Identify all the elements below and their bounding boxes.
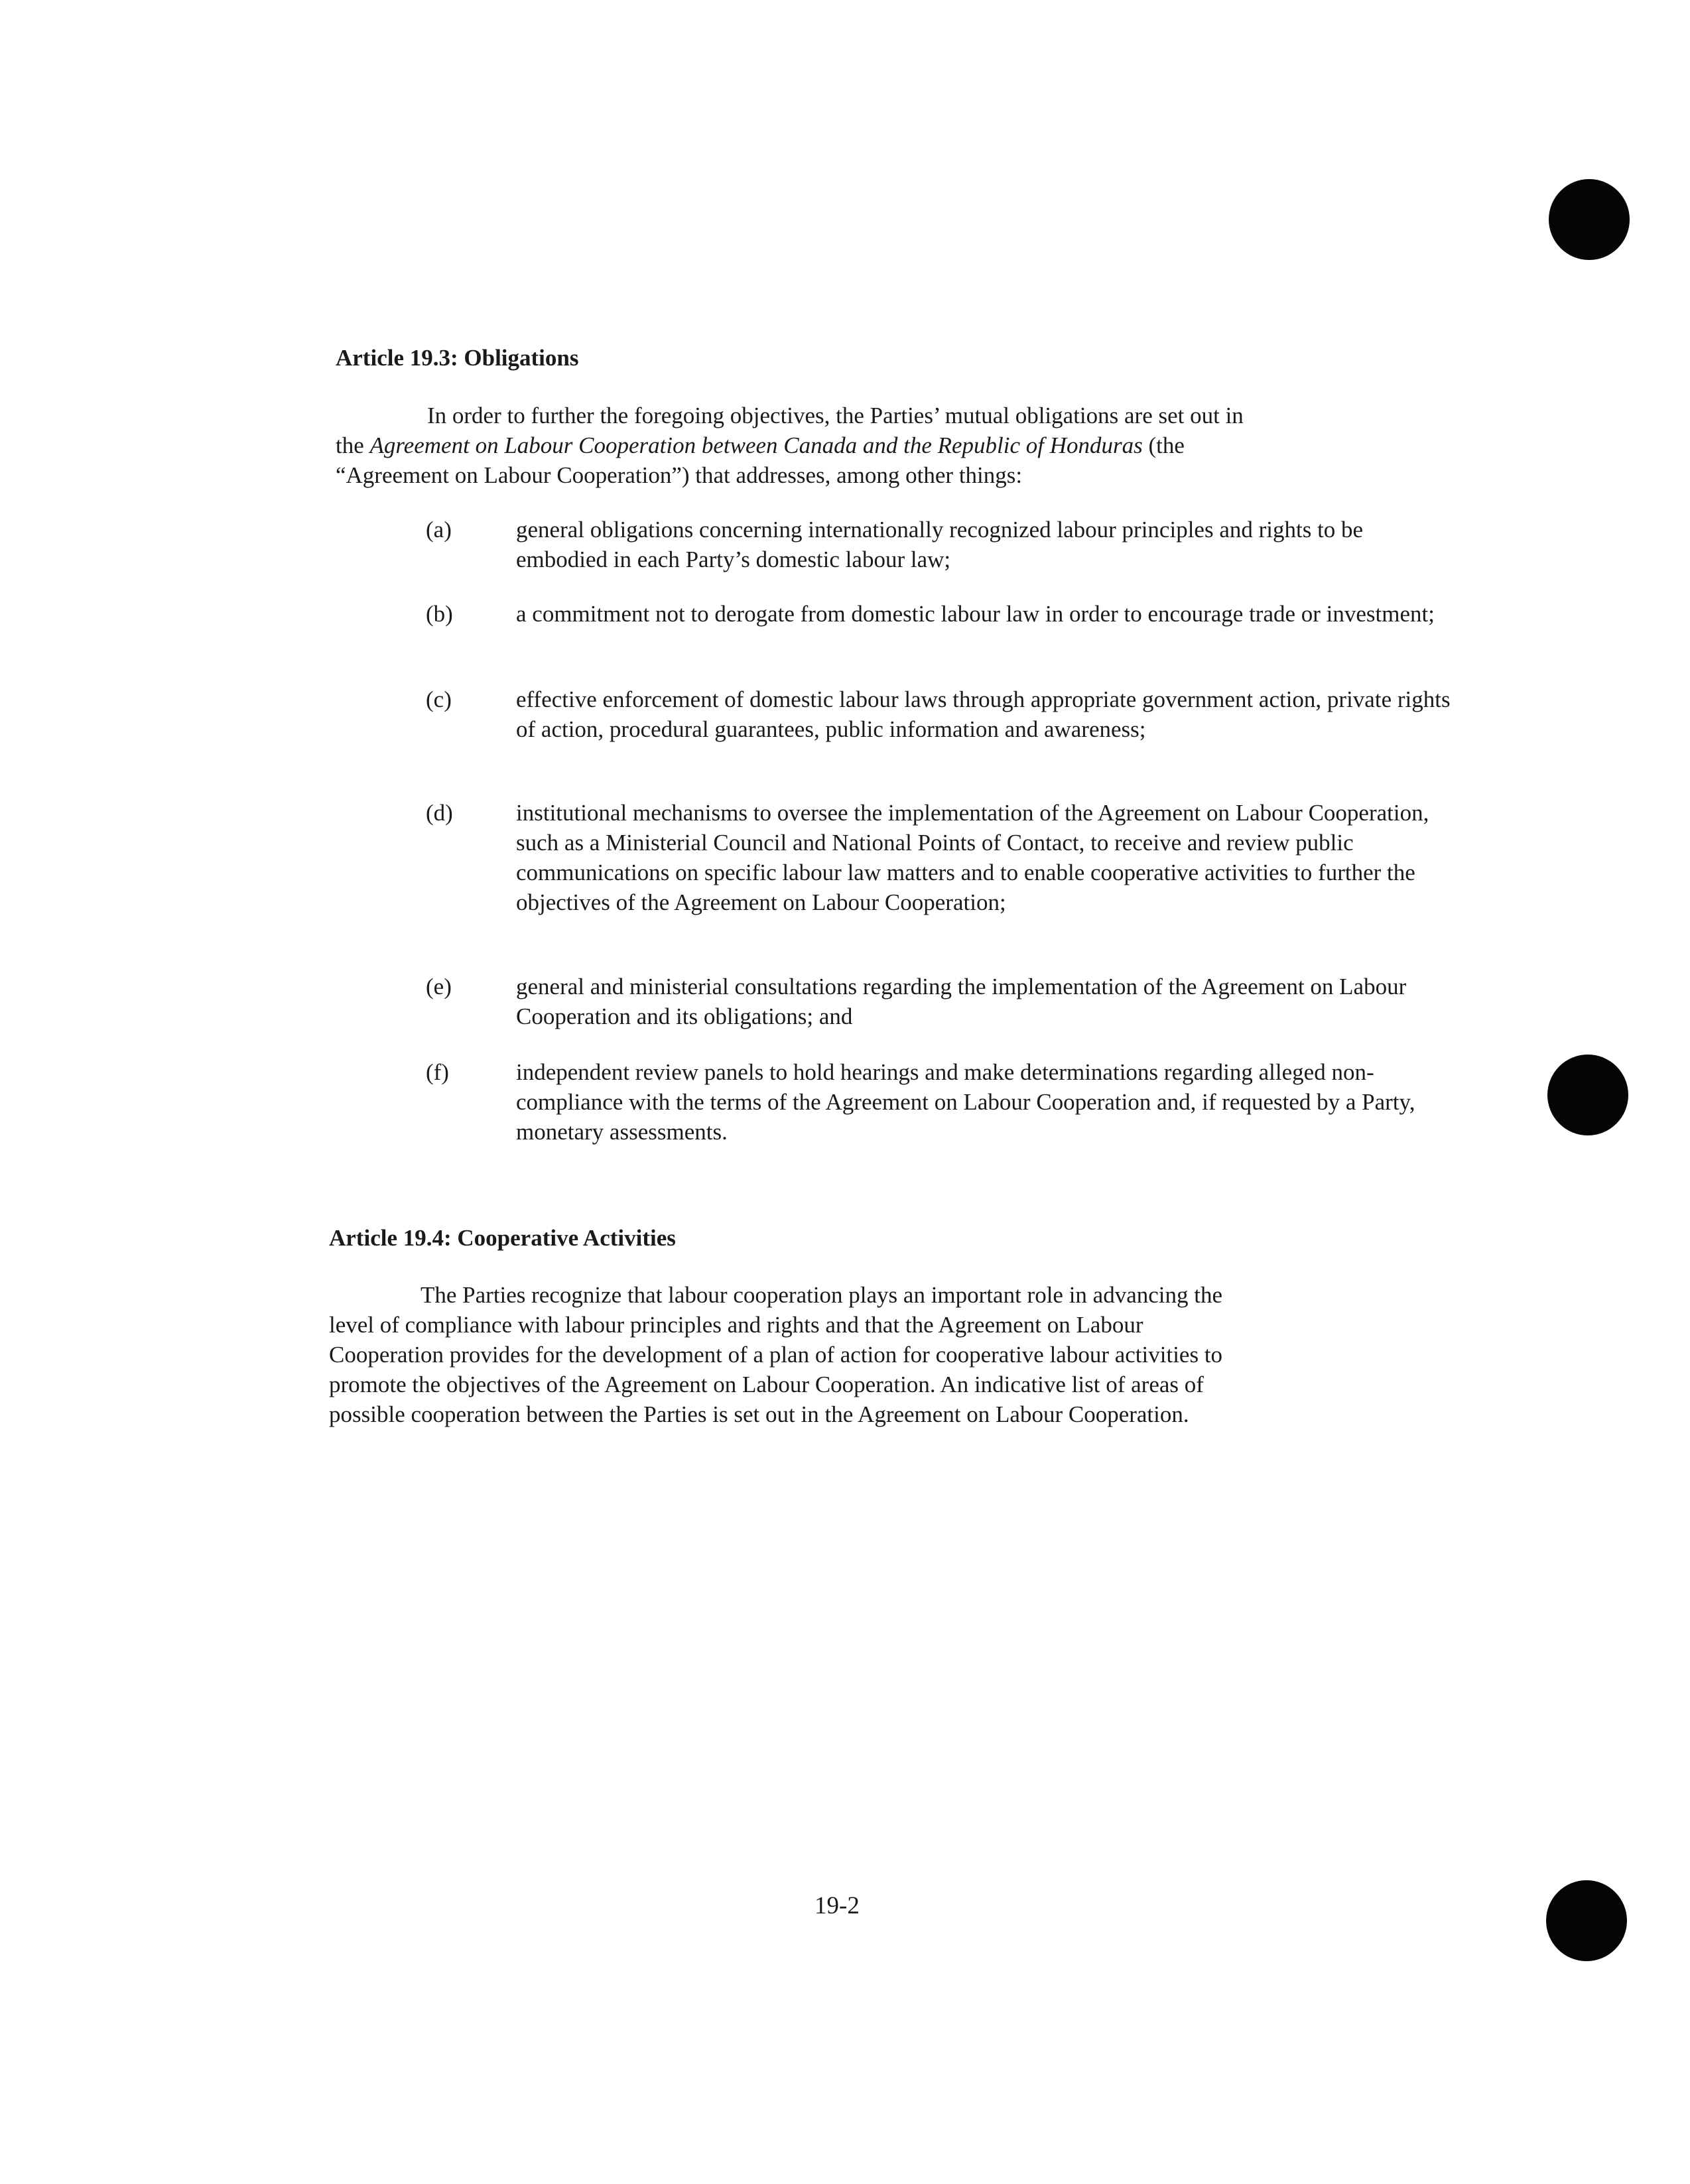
- article-19-4-paragraph: [329, 1280, 1337, 1429]
- item-label: (c): [426, 686, 452, 712]
- item-text: a commitment not to derogate from domestic labour law in order to encourage trade or investment;: [516, 601, 1435, 627]
- binder-hole-top: [1549, 179, 1630, 260]
- paragraph-line: promote the objectives of the Agreement on Labour Cooperation. An indicative list of areas of: [329, 1372, 1204, 1397]
- article-19-3-heading: Article 19.3: Obligations: [336, 345, 579, 371]
- item-label: (e): [426, 974, 452, 999]
- intro-line-1: In order to further the foregoing objectives, the Parties’ mutual obligations are set out in: [427, 403, 1244, 428]
- agreement-title: Agreement on Labour Cooperation between Canada and the Republic of Honduras: [369, 432, 1143, 458]
- item-label: (f): [426, 1059, 449, 1085]
- paragraph-line: Cooperation provides for the development of a plan of action for cooperative labour activities to: [329, 1342, 1223, 1368]
- item-text: general and ministerial consultations regarding the implementation of the Agreement on Labour Cooperation and its obligations; and: [516, 974, 1407, 1029]
- article-19-4-heading: Article 19.4: Cooperative Activities: [329, 1225, 676, 1251]
- item-text: independent review panels to hold hearings and make determinations regarding alleged non-compliance with the terms of the Agreement on Labour Cooperation and, if requested by a Party, monetary assessments.: [516, 1059, 1415, 1145]
- paragraph-line: The Parties recognize that labour cooperation plays an important role in advancing the: [421, 1282, 1223, 1308]
- item-text: effective enforcement of domestic labour laws through appropriate government action, private rights of action, procedural guarantees, public information and awareness;: [516, 686, 1451, 742]
- item-label: (a): [426, 517, 452, 543]
- binder-hole-middle: [1547, 1055, 1628, 1135]
- item-label: (b): [426, 601, 453, 627]
- binder-hole-bottom: [1546, 1880, 1627, 1961]
- page-number: 19-2: [814, 1892, 860, 1919]
- intro-line-2: the Agreement on Labour Cooperation between Canada and the Republic of Honduras (the: [336, 432, 1185, 458]
- item-text: institutional mechanisms to oversee the implementation of the Agreement on Labour Cooperation, such as a Ministerial Council and National Points of Contact, to receive and review public communications on specific labour law matters and to enable cooperative activities to further the objectives of the Agreement on Labour Cooperation;: [516, 800, 1429, 915]
- item-text: general obligations concerning internationally recognized labour principles and rights to be embodied in each Party’s domestic labour law;: [516, 517, 1364, 572]
- intro-line-3: “Agreement on Labour Cooperation”) that addresses, among other things:: [336, 462, 1023, 488]
- article-19-3-intro: [336, 401, 1350, 490]
- paragraph-line: level of compliance with labour principles and rights and that the Agreement on Labour: [329, 1312, 1143, 1338]
- item-label: (d): [426, 800, 453, 826]
- paragraph-line: possible cooperation between the Parties is set out in the Agreement on Labour Cooperation.: [329, 1401, 1189, 1427]
